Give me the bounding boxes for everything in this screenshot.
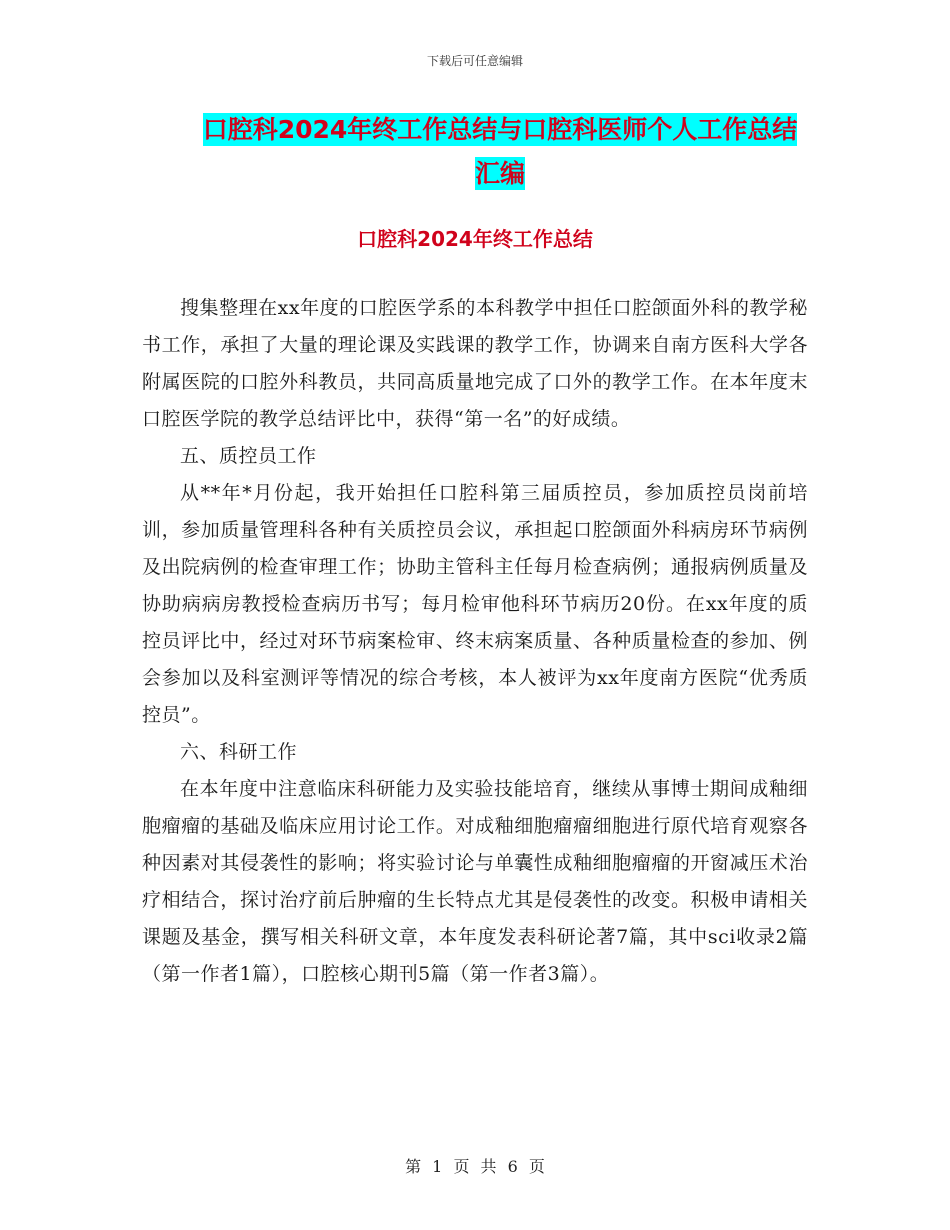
heading-research: 六、科研工作 [180,741,298,763]
page-number-footer: 第 1 页 共 6 页 [405,1157,545,1176]
heading-quality-control: 五、质控员工作 [180,445,317,467]
paragraph-research: 在本年度中注意临床科研能力及实验技能培育，继续从事博士期间成釉细胞瘤瘤的基础及临床应用讨论工作。对成釉细胞瘤瘤细胞进行原代培育观察各种因素对其侵袭性的影响；将实验讨论与单囊性成釉细胞瘤瘤的开窗减压术治疗相结合，探讨治疗前后肿瘤的生长特点尤其是侵袭性的改变。积极申请相关课题及基金，撰写相关科研文章，本年度发表科研论著7篇，其中sci收录2篇（第一作者1篇），口腔核心期刊5篇（第一作者3篇）。 [142,778,808,985]
paragraph-quality-control: 从**年*月份起，我开始担任口腔科第三届质控员，参加质控员岗前培训，参加质量管理科各种有关质控员会议，承担起口腔颌面外科病房环节病例及出院病例的检查审理工作；协助主管科主任每月检查病例；通报病例质量及协助病病房教授检查病历书写；每月检审他科环节病历20份。在xx年度的质控员评比中，经过对环节病案检审、终末病案质量、各种质量检查的参加、例会参加以及科室测评等情况的综合考核，本人被评为xx年度南方医院“优秀质控员”。 [142,482,808,726]
section-title: 口腔科2024年终工作总结 [357,227,593,251]
document-body [142,290,808,993]
page-header-note: 下载后可任意编辑 [426,54,523,68]
paragraph-teaching: 搜集整理在xx年度的口腔医学系的本科教学中担任口腔颌面外科的教学秘书工作，承担了大量的理论课及实践课的教学工作，协调来自南方医科大学各附属医院的口腔外科教员，共同高质量地完成了口外的教学工作。在本年度末口腔医学院的教学总结评比中，获得“第一名”的好成绩。 [142,297,808,430]
document-title-line2: 汇编 [474,159,525,188]
document-title [140,108,860,196]
document-title-line1: 口腔科2024年终工作总结与口腔科医师个人工作总结 [202,115,798,144]
